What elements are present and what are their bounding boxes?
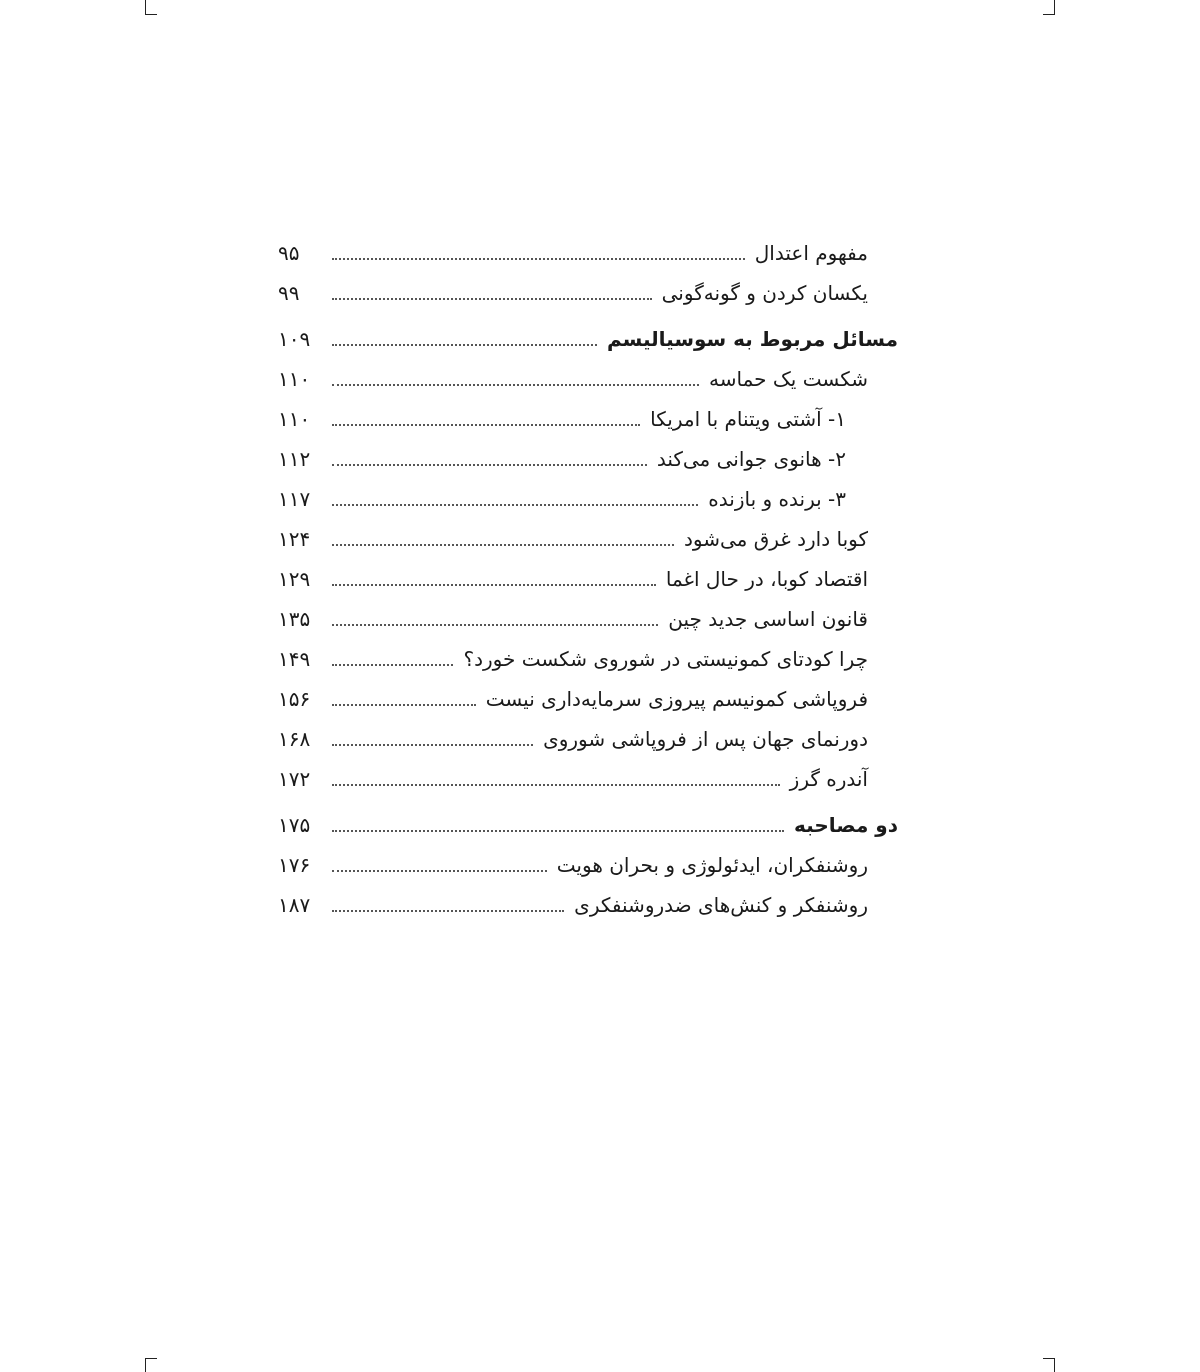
dot-leader (332, 704, 476, 706)
toc-entry (278, 394, 898, 434)
toc-page-number: ۱۷۶ (278, 853, 311, 877)
toc-page-number: ۱۴۹ (278, 647, 311, 671)
toc-entry (278, 514, 898, 554)
toc-entry-title: فروپاشی کمونیسم پیروزی سرمایه‌داری نیست (485, 687, 868, 711)
toc-entry-title: ۳- برنده و بازنده (708, 487, 846, 511)
toc-page-number: ۱۲۴ (278, 527, 311, 551)
dot-leader (332, 298, 652, 300)
dot-leader (332, 584, 656, 586)
dot-leader (332, 664, 453, 666)
toc-entry-title: کوبا دارد غرق می‌شود (683, 527, 868, 551)
toc-entry-title: روشنفکر و کنش‌های ضدروشنفکری (574, 893, 868, 917)
toc-entry-title: مفهوم اعتدال (754, 241, 868, 265)
toc-entry-title: روشنفکران، ایدئولوژی و بحران هویت (556, 853, 868, 877)
toc-page-number: ۹۵ (278, 241, 300, 265)
toc-entry (278, 354, 898, 394)
crop-mark-bottom-left-h (145, 1358, 157, 1359)
toc-entry-title: آندره گرز (789, 767, 868, 791)
toc-page-number: ۱۱۲ (278, 447, 311, 471)
toc-page-number: ۱۳۵ (278, 607, 311, 631)
toc-entry (278, 840, 898, 880)
toc-entry-title: یکسان کردن و گونه‌گونی (661, 281, 868, 305)
toc-page-number: ۹۹ (278, 281, 300, 305)
toc-entry (278, 714, 898, 754)
toc-entry (278, 634, 898, 674)
toc-page-number: ۱۸۷ (278, 893, 311, 917)
toc-entry (278, 554, 898, 594)
crop-mark-bottom-right-h (1043, 1358, 1055, 1359)
toc-section-heading (278, 800, 898, 840)
toc-page-number: ۱۰۹ (278, 327, 311, 351)
dot-leader (332, 344, 597, 346)
toc-page-number: ۱۱۰ (278, 407, 311, 431)
dot-leader (332, 910, 564, 912)
toc-entry (278, 674, 898, 714)
crop-mark-bottom-left-v (145, 1358, 146, 1372)
dot-leader (332, 258, 745, 260)
dot-leader (332, 424, 640, 426)
dot-leader (332, 870, 547, 872)
dot-leader (332, 384, 699, 386)
toc-entry (278, 228, 898, 268)
toc-entry-title: شکست یک حماسه (709, 367, 868, 391)
crop-mark-top-right-v (1054, 0, 1055, 14)
crop-mark-top-left-v (145, 0, 146, 14)
dot-leader (332, 544, 674, 546)
toc-entry-title: مسائل مربوط به سوسیالیسم (606, 327, 898, 351)
toc-section-heading (278, 314, 898, 354)
crop-mark-top-right-h (1043, 14, 1055, 15)
toc-entry-title: اقتصاد کوبا، در حال اغما (665, 567, 868, 591)
toc-entry (278, 474, 898, 514)
toc-entry (278, 880, 898, 920)
toc-entry-title: چرا کودتای کمونیستی در شوروی شکست خورد؟ (463, 647, 868, 671)
dot-leader (332, 504, 698, 506)
dot-leader (332, 784, 780, 786)
toc-page-number: ۱۱۷ (278, 487, 311, 511)
toc-page-number: ۱۷۵ (278, 813, 311, 837)
toc-entry-title: قانون اساسی جدید چین (668, 607, 868, 631)
toc-entry-title: دورنمای جهان پس از فروپاشی شوروی (543, 727, 868, 751)
dot-leader (332, 744, 533, 746)
crop-mark-top-left-h (145, 14, 157, 15)
toc-entry (278, 754, 898, 794)
toc-page-number: ۱۷۲ (278, 767, 311, 791)
toc-page-number: ۱۶۸ (278, 727, 311, 751)
dot-leader (332, 830, 784, 832)
table-of-contents (278, 228, 898, 920)
toc-entry (278, 434, 898, 474)
crop-mark-bottom-right-v (1054, 1358, 1055, 1372)
toc-entry-title: ۱- آشتی ویتنام با امریکا (650, 407, 846, 431)
toc-entry-title: ۲- هانوی جوانی می‌کند (656, 447, 846, 471)
dot-leader (332, 624, 658, 626)
toc-entry-title: دو مصاحبه (794, 813, 898, 837)
toc-page-number: ۱۱۰ (278, 367, 311, 391)
dot-leader (332, 464, 647, 466)
toc-entry (278, 594, 898, 634)
toc-page-number: ۱۵۶ (278, 687, 311, 711)
toc-entry (278, 268, 898, 308)
toc-page-number: ۱۲۹ (278, 567, 311, 591)
